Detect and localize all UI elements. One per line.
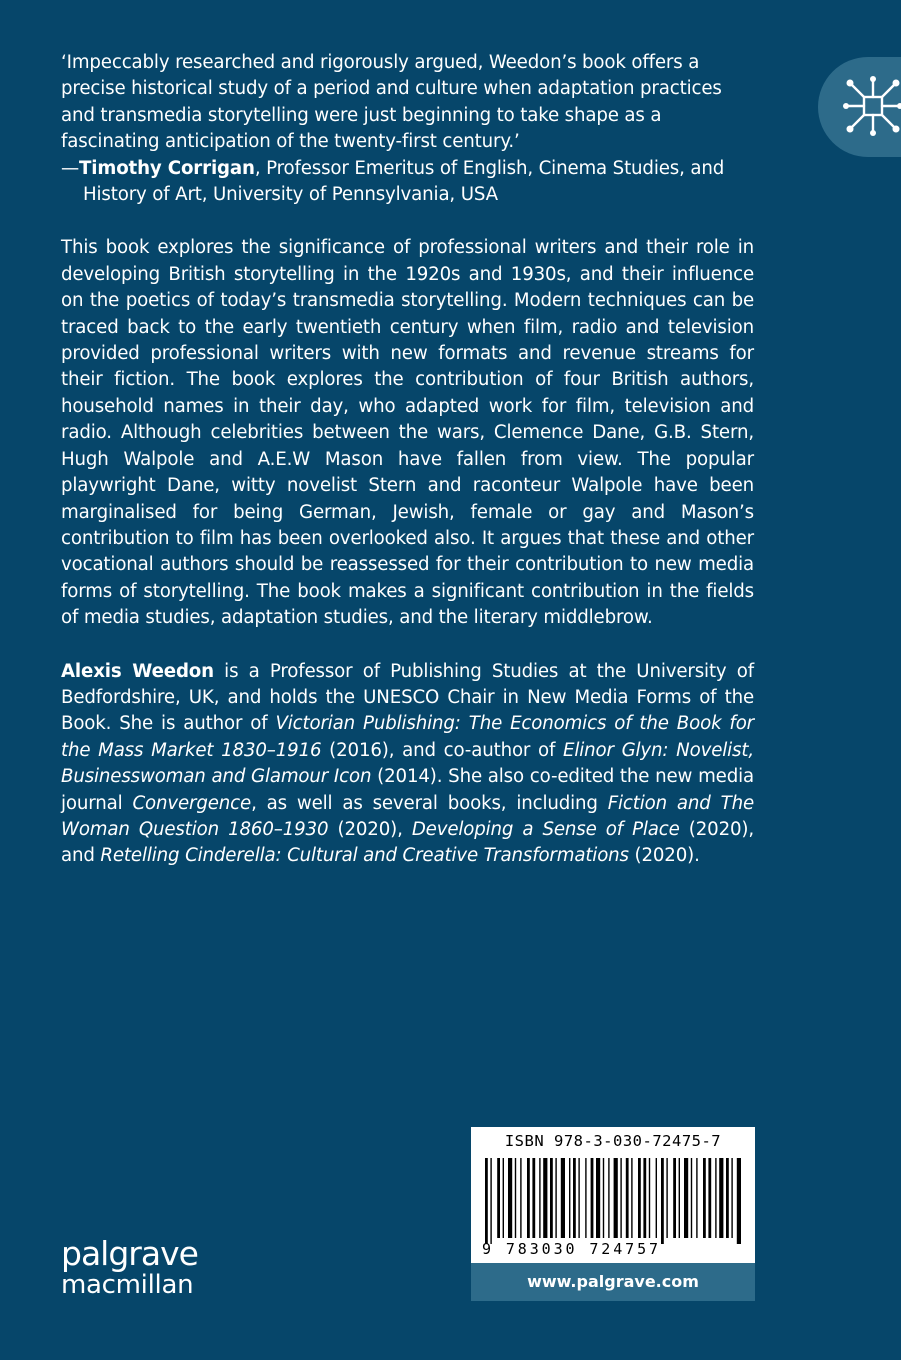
ean-digits: 9 783030 724757 [482, 1240, 661, 1258]
barcode-bar [661, 1158, 664, 1244]
bio-text: (2016), and co-author of [321, 739, 563, 761]
endorser-affiliation: , Professor Emeritus of English, Cinema Studies, and History of Art, University of Pennsylvania, USA [83, 157, 725, 206]
bio-book-title: Fiction and The Woman Question 1860–1930 [61, 792, 754, 840]
bio-book-title: Elinor Glyn: Novelist, Businesswoman and Glamour Icon [61, 739, 754, 788]
book-description: This book explores the significance of professional writers and their role in developing British storytelling in the 1920s and 1930s, and their influence on the poetics of today’s transmedia storytelling. Modern techniques can be traced back to the early twentieth century when film, radio and television provided professional writers with new formats and revenue streams for their fiction. The book explores the contribution of four British authors, household names in their day, who adapted work for film, television and radio. Although celebrities between the wars, Clemence Dane, G.B. Stern, Hugh Walpole and A.E.W Mason have fallen from view. The popular playwright Dane, witty novelist Stern and raconteur Walpole have been marginalised for being German, Jewish, female or gay and Mason’s contribution to film has been overlooked also. It argues that these and other vocational authors should be reassessed for their contribution to new media forms of storytelling. The book makes a significant contribution in the fields of media studies, adaptation studies, and the literary middlebrow. [61, 237, 754, 629]
bio-journal-title: Convergence [132, 792, 252, 814]
bio-text: is a Professor of Publishing Studies at the University of Bedfordshire, UK, and holds the UNESCO Chair in New Media Forms of the Book. She is author of [61, 660, 754, 735]
barcode-bar [703, 1158, 706, 1238]
barcode-bar [614, 1158, 618, 1238]
barcode-bar [515, 1158, 516, 1238]
barcode-bar [603, 1158, 604, 1238]
barcode-bar [608, 1158, 609, 1238]
barcode-bar [520, 1158, 521, 1238]
barcode-bar [561, 1158, 565, 1238]
barcode-bar [726, 1158, 729, 1238]
publisher-name-line1: palgrave [61, 1234, 198, 1273]
barcode-bar [643, 1158, 646, 1238]
barcode-bar [631, 1158, 632, 1238]
bio-book-title: Victorian Publishing: The Economics of the Book for the Mass Market 1830–1916 [61, 713, 754, 761]
author-name: Alexis Weedon [61, 660, 214, 682]
barcode-bar [532, 1158, 535, 1238]
barcode-bar [737, 1158, 741, 1244]
barcode-bar [497, 1158, 500, 1238]
barcode-bar [591, 1158, 594, 1238]
barcode-bar [626, 1158, 629, 1238]
barcode-bar [596, 1158, 600, 1238]
barcode-bar [578, 1158, 579, 1238]
bio-text: (2020), [328, 818, 412, 840]
barcode-bar [719, 1158, 723, 1238]
palgrave-network-icon [840, 73, 901, 139]
barcode-bar [684, 1158, 688, 1238]
endorser-name: Timothy Corrigan [79, 157, 255, 179]
barcode-bar [503, 1158, 504, 1238]
barcode-bar [585, 1158, 586, 1238]
barcode-bar [539, 1158, 540, 1238]
barcode-bar [673, 1158, 676, 1238]
barcode-bars [483, 1158, 745, 1244]
barcode-bar [679, 1158, 680, 1238]
bio-text: , as well as several books, including [251, 792, 608, 814]
barcode-bar [656, 1158, 657, 1238]
endorsement-attribution [61, 156, 754, 209]
barcode-bar [696, 1158, 697, 1238]
publisher-logo [61, 1234, 198, 1300]
barcode-bar [666, 1158, 667, 1238]
barcode-bar [508, 1158, 512, 1238]
barcode-bar [485, 1158, 488, 1244]
barcode-bar [708, 1158, 711, 1238]
barcode-bar [638, 1158, 641, 1238]
barcode-bar [527, 1158, 530, 1238]
publisher-name-line2: macmillan [61, 1270, 194, 1300]
barcode-bar [691, 1158, 692, 1238]
barcode-bar [543, 1158, 547, 1238]
barcode-bar [715, 1158, 716, 1238]
isbn-label: ISBN 978-3-030-72475-7 [504, 1132, 722, 1150]
bio-text: (2020). [628, 845, 700, 867]
bio-text: (2020), and [61, 818, 755, 867]
barcode-bar [555, 1158, 556, 1238]
isbn-barcode [471, 1127, 755, 1263]
barcode-bar [550, 1158, 553, 1238]
bio-text: (2014). She also co-edited the new media journal [61, 766, 754, 814]
bio-book-title: Retelling Cinderella: Cultural and Creative Transformations [100, 845, 629, 867]
palgrave-logo-badge [818, 57, 901, 157]
text-column [61, 50, 754, 870]
barcode-bar [731, 1158, 732, 1238]
barcode-bar [620, 1158, 621, 1238]
publisher-url: www.palgrave.com [471, 1263, 755, 1301]
bio-book-title: Developing a Sense of Place [411, 818, 680, 840]
barcode-bar [569, 1158, 570, 1238]
attribution-dash: — [61, 157, 80, 179]
author-bio [61, 659, 754, 870]
barcode-bar [573, 1158, 576, 1238]
endorsement-quote: ‘Impeccably researched and rigorously argued, Weedon’s book offers a precise historical study of a period and culture when adaptation practices and transmedia storytelling were just beginning to take shape as a fascinating anticipation of the twenty-first century.’ [61, 52, 722, 153]
barcode-bar [490, 1158, 491, 1244]
barcode-bar [649, 1158, 650, 1238]
